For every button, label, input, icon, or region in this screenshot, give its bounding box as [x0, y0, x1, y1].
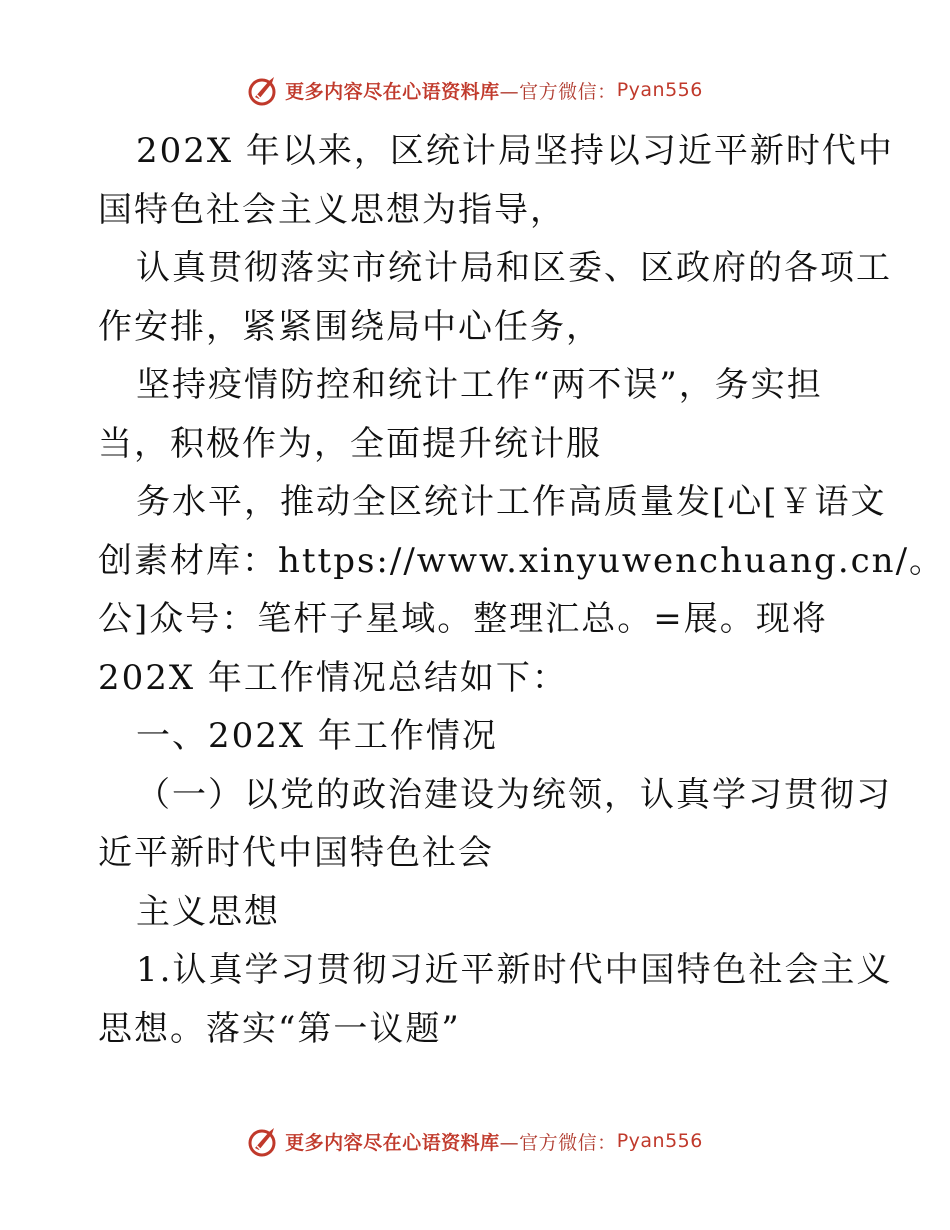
header-banner: [0, 70, 950, 110]
text-line: 作安排，紧紧围绕局中心任务，: [98, 306, 602, 347]
document-body: [98, 122, 946, 1058]
text-line: 思想。落实“第一议题”: [98, 1008, 461, 1049]
text-line: 务水平，推动全区统计工作高质量发[心[￥语文: [136, 482, 887, 522]
text-line: 坚持疫情防控和统计工作“两不误”，务实担: [136, 365, 823, 405]
text-line: 202X 年以来，区统计局坚持以习近平新时代中: [136, 131, 894, 171]
banner-title: 更多内容尽在心语资料库: [285, 80, 500, 103]
footer-banner: [0, 1121, 950, 1161]
text-line: 202X 年工作情况总结如下：: [98, 657, 568, 698]
section-heading: 一、202X 年工作情况: [136, 716, 498, 756]
banner-wechat-id: Pyan556: [616, 79, 703, 101]
banner-title: 更多内容尽在心语资料库: [285, 1131, 500, 1154]
text-line: 当，积极作为，全面提升统计服: [98, 423, 602, 464]
subsection-heading: （一）以党的政治建设为统领，认真学习贯彻习: [136, 774, 892, 815]
banner-wechat-label: —官方微信：: [499, 1131, 617, 1154]
pen-logo-icon: [247, 1124, 281, 1158]
text-line: 近平新时代中国特色社会: [98, 833, 494, 873]
text-line: 创素材库：https://www.xinyuwenchuang.cn/。: [98, 540, 946, 581]
numbered-item: 1.认真学习贯彻习近平新时代中国特色社会主义: [136, 950, 893, 990]
text-line: 认真贯彻落实市统计局和区委、区政府的各项工: [136, 248, 892, 288]
text-line: 公]众号：笔杆子星域。整理汇总。=展。现将: [98, 599, 828, 639]
pen-logo-icon: [247, 73, 281, 107]
banner-wechat-label: —官方微信：: [499, 80, 617, 103]
text-line: 主义思想: [136, 891, 280, 932]
banner-wechat-id: Pyan556: [616, 1130, 703, 1152]
text-line: 国特色社会主义思想为指导，: [98, 189, 566, 230]
